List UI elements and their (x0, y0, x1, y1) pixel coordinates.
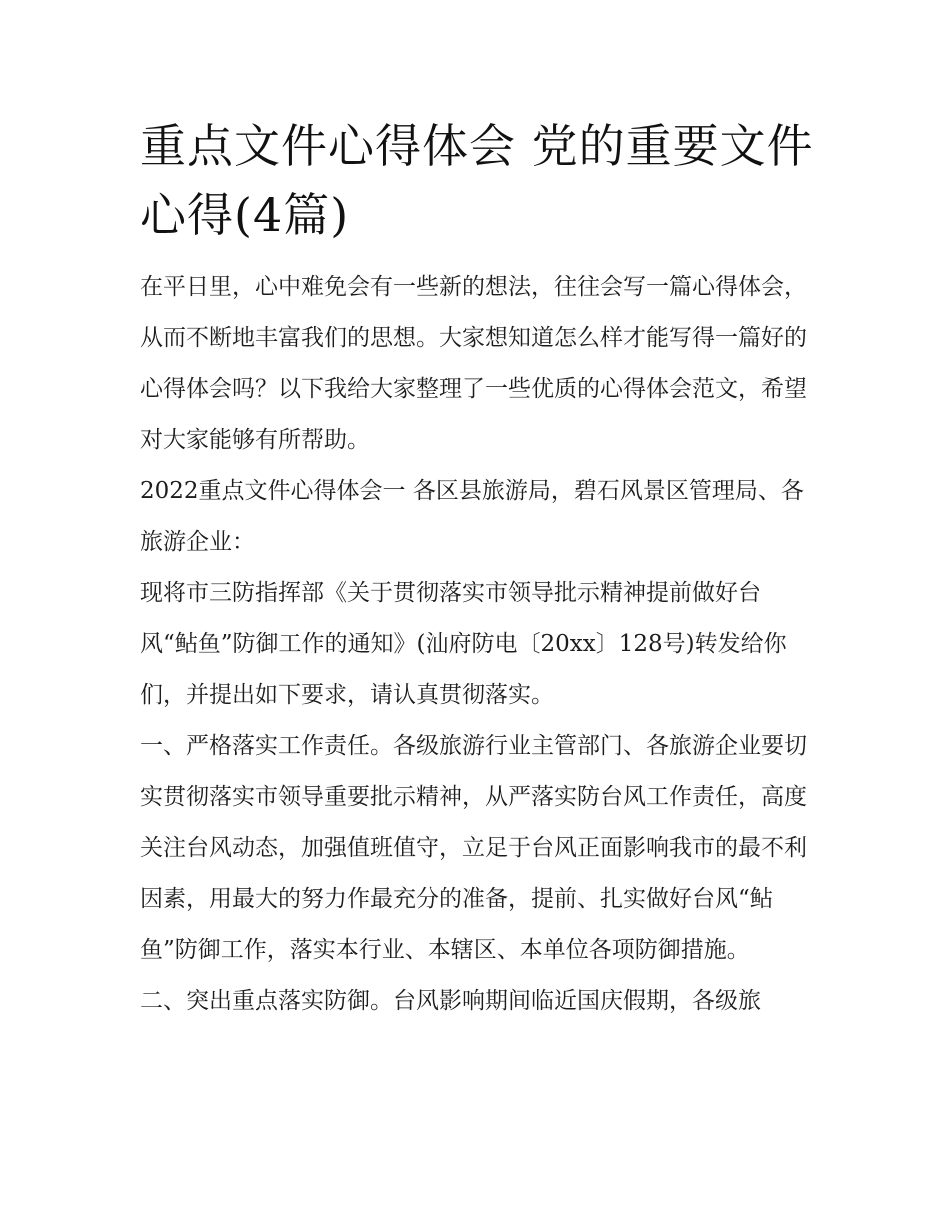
paragraph-item-one: 一、严格落实工作责任。各级旅游行业主管部门、各旅游企业要切实贯彻落实市领导重要批示精神，从严落实防台风工作责任，高度关注台风动态，加强值班值守，立足于台风正面影响我市的最不利因素，用最大的努力作最充分的准备，提前、扎实做好台风“鲇鱼”防御工作，落实本行业、本辖区、本单位各项防御措施。 (140, 733, 807, 963)
paragraph-notice: 现将市三防指挥部《关于贯彻落实市领导批示精神提前做好台风“鲇鱼”防御工作的通知》(汕府防电〔20xx〕128号)转发给你们，并提出如下要求，请认真贯彻落实。 (140, 580, 787, 708)
paragraph-item-two: 二、突出重点落实防御。台风影响期间临近国庆假期，各级旅 (140, 988, 761, 1014)
paragraph-intro: 在平日里，心中难免会有一些新的想法，往往会写一篇心得体会，从而不断地丰富我们的思想。大家想知道怎么样才能写得一篇好的心得体会吗？以下我给大家整理了一些优质的心得体会范文，希望对大家能够有所帮助。 (140, 274, 807, 453)
document-title: 重点文件心得体会 党的重要文件心得(4篇) (140, 119, 814, 242)
title-spacer (140, 250, 815, 262)
document-body (140, 112, 815, 1027)
paragraph-addressee: 2022重点文件心得体会一 各区县旅游局，碧石风景区管理局、各旅游企业： (140, 478, 804, 555)
